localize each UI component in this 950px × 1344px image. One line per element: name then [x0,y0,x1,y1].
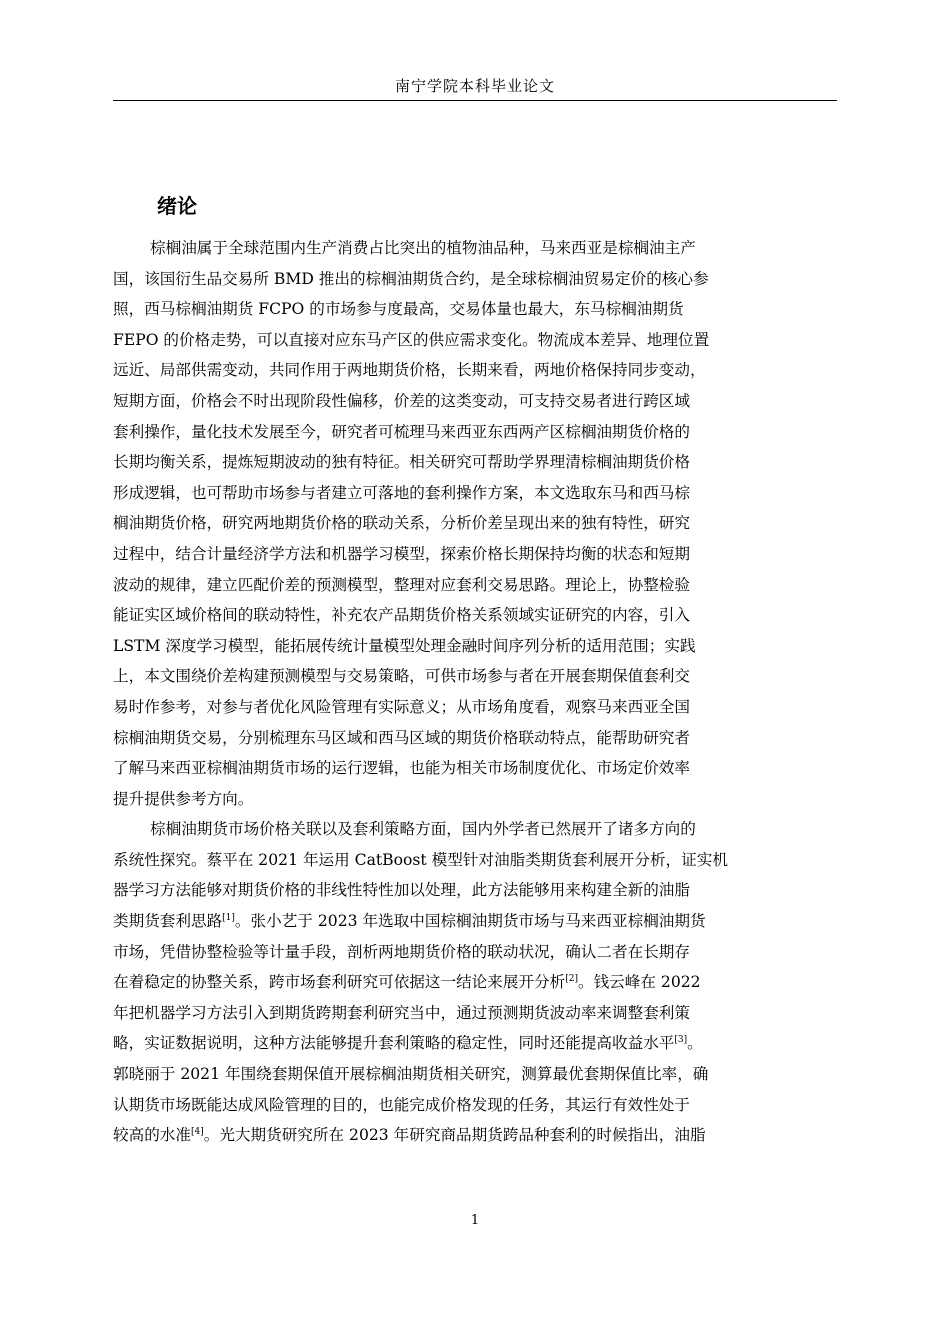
paragraph-line: 棕榈油属于全球范围内生产消费占比突出的植物油品种，马来西亚是棕榈油主产 [150,239,696,257]
line-text: 。 [687,1034,703,1053]
paragraph-line: LSTM 深度学习模型，能拓展传统计量模型处理金融时间序列分析的适用范围；实践 [113,636,696,655]
paragraph-line: FEPO 的价格走势，可以直接对应东马产区的供应需求变化。物流成本差异、地理位置 [113,330,710,349]
line-text: 在着稳定的协整关系，跨市场套利研究可依据这一结论来展开分析 [113,973,566,992]
paragraph-line: 器学习方法能够对期货价格的非线性特性加以处理，此方法能够用来构建全新的油脂 [113,881,690,900]
paragraph-line: 波动的规律，建立匹配价差的预测模型，整理对应套利交易思路。理论上，协整检验 [113,575,690,594]
paragraph-line: 棕榈油期货交易，分别梳理东马区域和西马区域的期货价格联动特点，能帮助研究者 [113,728,690,747]
line-text: 较高的水准 [113,1126,191,1145]
citation-ref: [4] [190,1127,204,1138]
line-text: 类期货套利思路 [113,912,223,931]
body-text [113,233,843,1151]
line-text: 。钱云峰在 2022 [577,973,701,992]
section-heading: 绪论 [157,194,197,218]
paragraph-line [113,906,843,937]
line-text: 。张小艺于 2023 年选取中国棕榈油期货市场与马来西亚棕榈油期货 [234,912,706,931]
paragraph-line: 年把机器学习方法引入到期货跨期套利研究当中，通过预测期货波动率来调整套利策 [113,1003,690,1022]
paragraph-line [113,1120,843,1151]
paragraph-line: 市场，凭借协整检验等计量手段，剖析两地期货价格的联动状况，确认二者在长期存 [113,942,690,961]
paragraph-line: 能证实区域价格间的联动特性，补充农产品期货价格关系领域实证研究的内容，引入 [113,606,690,625]
paragraph-line: 长期均衡关系，提炼短期波动的独有特征。相关研究可帮助学界理清棕榈油期货价格 [113,453,690,472]
paragraph-line: 套利操作，量化技术发展至今，研究者可梳理马来西亚东西两产区棕榈油期货价格的 [113,422,690,441]
paragraph-line: 榈油期货价格，研究两地期货价格的联动关系，分析价差呈现出来的独有特性，研究 [113,514,690,533]
paragraph-line [113,967,843,998]
citation-ref: [3] [674,1035,688,1046]
line-text: 略，实证数据说明，这种方法能够提升套利策略的稳定性，同时还能提高收益水平 [113,1034,675,1053]
page-number: 1 [470,1213,480,1228]
paragraph-line: 过程中，结合计量经济学方法和机器学习模型，探索价格长期保持均衡的状态和短期 [113,544,690,563]
citation-ref: [2] [565,974,578,985]
paragraph-line: 提升提供参考方向。 [113,789,254,808]
paragraph-line: 上，本文围绕价差构建预测模型与交易策略，可供市场参与者在开展套期保值套利交 [113,667,690,686]
paragraph-line: 国，该国衍生品交易所 BMD 推出的棕榈油期货合约，是全球棕榈油贸易定价的核心参 [113,269,709,288]
header-title: 南宁学院本科毕业论文 [394,77,555,95]
paragraph-line: 系统性探究。蔡平在 2021 年运用 CatBoost 模型针对油脂类期货套利展开分析，证实机 [113,850,728,869]
paragraph-line: 郭晓丽于 2021 年围绕套期保值开展棕榈油期货相关研究，测算最优套期保值比率，确 [113,1065,709,1084]
paragraph-line: 易时作参考，对参与者优化风险管理有实际意义；从市场角度看，观察马来西亚全国 [113,697,690,716]
citation-ref: [1] [222,913,235,924]
paragraph-line: 认期货市场既能达成风险管理的目的，也能完成价格发现的任务，其运行有效性处于 [113,1095,690,1114]
paragraph-line: 远近、局部供需变动，共同作用于两地期货价格，长期来看，两地价格保持同步变动， [113,361,706,380]
paragraph-line: 棕榈油期货市场价格关联以及套利策略方面，国内外学者已然展开了诸多方向的 [150,820,696,839]
paragraph-line: 形成逻辑，也可帮助市场参与者建立可落地的套利操作方案，本文选取东马和西马棕 [113,483,690,502]
line-text: 。光大期货研究所在 2023 年研究商品期货跨品种套利的时候指出，油脂 [203,1126,706,1145]
paragraph-1 [113,233,843,814]
running-header [113,68,837,101]
paragraph-line: 了解马来西亚棕榈油期货市场的运行逻辑，也能为相关市场制度优化、市场定价效率 [113,759,690,778]
paragraph-line: 短期方面，价格会不时出现阶段性偏移，价差的这类变动，可支持交易者进行跨区域 [113,391,690,410]
paragraph-line [113,1028,843,1059]
paragraph-line: 照，西马棕榈油期货 FCPO 的市场参与度最高，交易体量也最大，东马棕榈油期货 [113,300,684,319]
paragraph-2 [113,814,843,1151]
